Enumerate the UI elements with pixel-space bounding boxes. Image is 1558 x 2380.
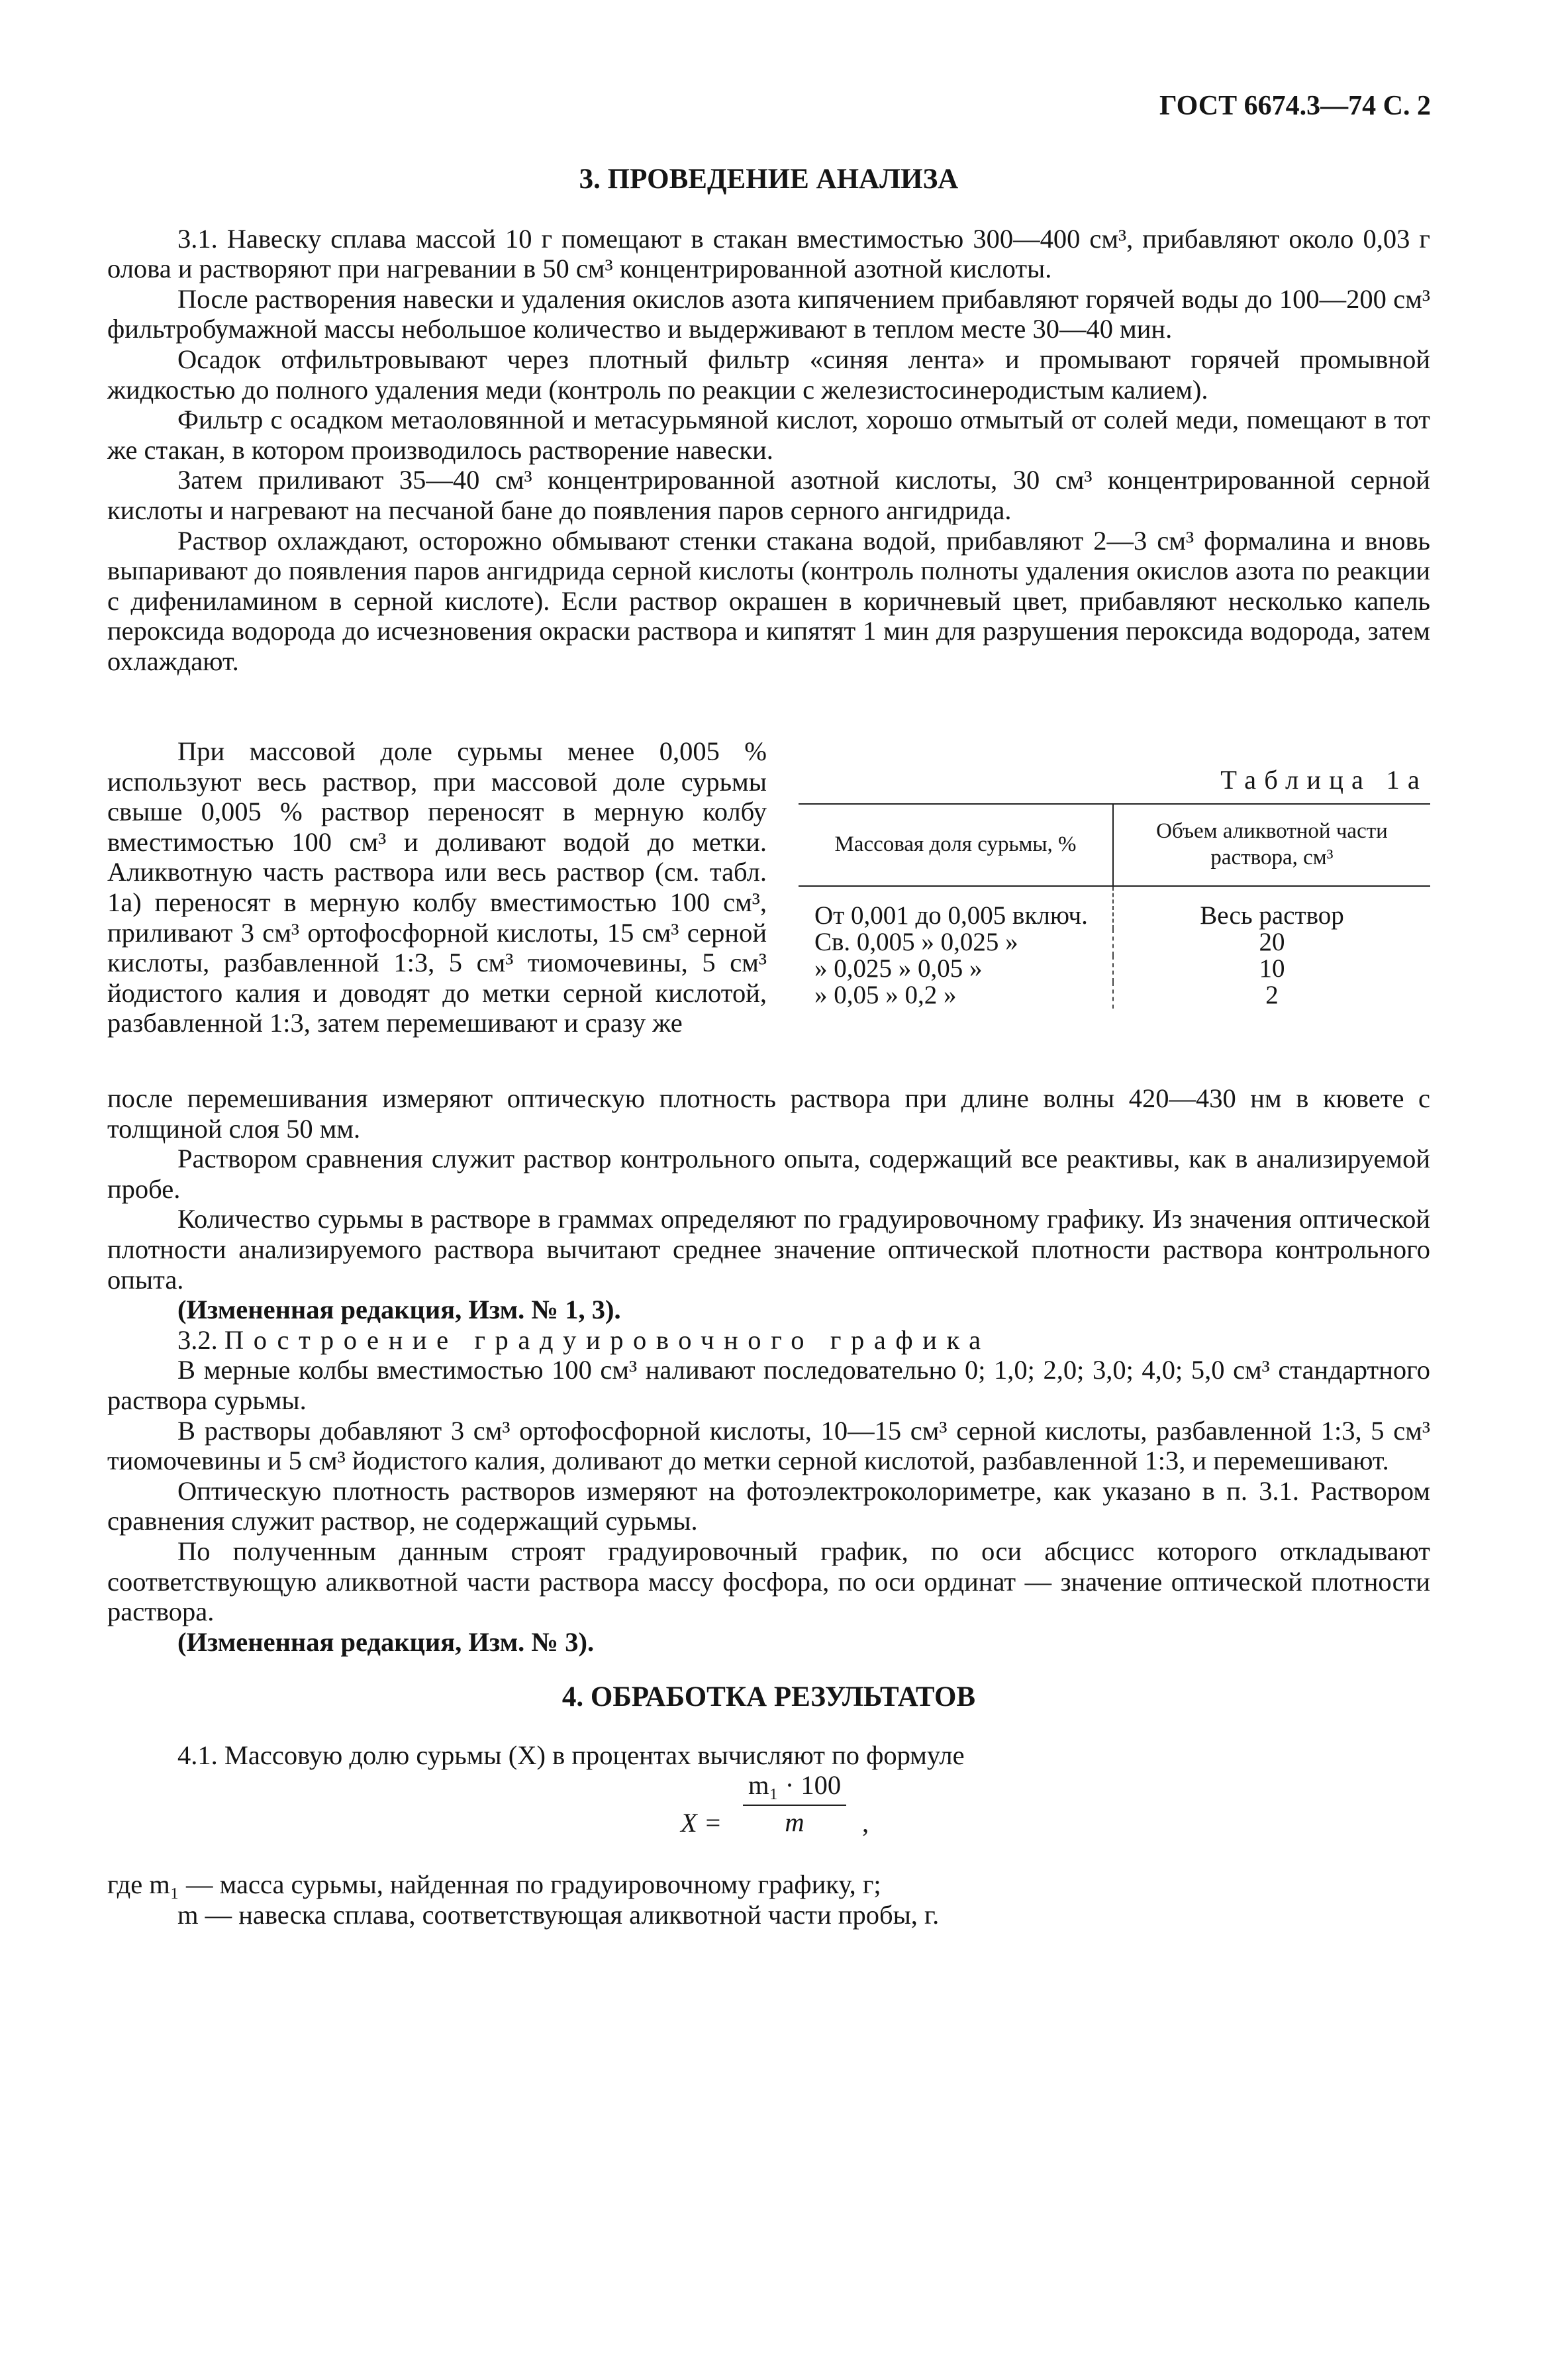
table-header-fraction: Массовая доля сурьмы, % [799, 804, 1113, 886]
table-header-row [799, 804, 1430, 886]
section-3-2-title: Построение градуировочного графика [224, 1324, 991, 1355]
amendment-note-1: (Измененная редакция, Изм. № 1, 3). [177, 1295, 621, 1325]
paragraph-3-1-2: После растворения навески и удаления окислов азота кипячением прибавляют горячей воды до 100—200 см³ фильтробумажной массы небольшое количество и выдерживают в теплом месте 30—40 мин. [107, 283, 1430, 344]
table-row [799, 956, 1430, 982]
paragraph-3-1-7-rest: после перемешивания измеряют оптическую плотность раствора при длине волны 420—430 нм в кювете с толщиной слоя 50 мм. [107, 1083, 1430, 1144]
section-3-title: 3. ПРОВЕДЕНИЕ АНАЛИЗА [579, 164, 959, 195]
paragraph-3-1-7-left [107, 736, 767, 1038]
section-4-title: 4. ОБРАБОТКА РЕЗУЛЬТАТОВ [561, 1681, 976, 1713]
paragraph-3-1-4: Фильтр с осадком метаоловянной и метасурьмяной кислот, хорошо отмытый от солей меди, помещают в тот же стакан, в котором производилось растворение навески. [107, 405, 1430, 465]
formula-numerator: m₁ · 100 [743, 1770, 846, 1806]
table-cell-range: От 0,001 до 0,005 включ. [799, 886, 1113, 929]
paragraph-3-1-6: Раствор охлаждают, осторожно обмывают стенки стакана водой, прибавляют 2—3 см³ формалина и вновь выпаривают до появления паров ангидрида серной кислоты (контроль полноты удаления окислов азота по реакции с дифениламином в серной кислоте). Если раствор окрашен в коричневый цвет, прибавляют несколько капель пероксида водорода до исчезновения окраски раствора и кипятят 1 мин для разрушения пероксида водорода, затем охлаждают. [107, 525, 1430, 676]
table-row [799, 929, 1430, 956]
table-cell-volume: 20 [1259, 927, 1285, 956]
paragraph-3-1-5: Затем приливают 35—40 см³ концентрированной азотной кислоты, 30 см³ концентрированной серной кислоты и нагревают на песчаной бане до появления паров серного ангидрида. [107, 465, 1430, 525]
formula-comma: , [862, 1808, 869, 1838]
table-cell-volume: Весь раствор [1200, 901, 1344, 930]
table-row [799, 886, 1430, 929]
section-3 [107, 164, 1430, 677]
table-cell-range: Св. 0,005 » 0,025 » [799, 929, 1113, 956]
section-3-2-heading [107, 1325, 1430, 1356]
table-row [799, 982, 1430, 1009]
paragraph-3-1-7: При массовой доле сурьмы менее 0,005 % используют весь раствор, при массовой доле сурьмы свыше 0,005 % раствор переносят в мерную колбу вместимостью 100 см³ и доливают водой до метки. Аликвотную часть раствора или весь раствор (см. табл. 1а) переносят в мерную колбу вместимостью 100 см³, приливают 3 см³ ортофосфорной кислоты, 15 см³ серной кислоты, разбавленной 1:3, 5 см³ тиомочевины, 5 см³ йодистого калия и доводят до метки серной кислотой, разбавленной 1:3, затем перемешивают и сразу же [107, 736, 767, 1038]
formula-lhs: X = [681, 1808, 722, 1838]
table-header-volume: Объем аликвотной части раствора, см³ [1113, 804, 1430, 886]
paragraph-3-1-9: Количество сурьмы в растворе в граммах определяют по градуировочному графику. Из значения оптической плотности анализируемого раствора вычитают среднее значение оптической плотности раствора контрольного опыта. [107, 1204, 1430, 1295]
table-cell-range: » 0,025 » 0,05 » [799, 956, 1113, 982]
formula [107, 1770, 1430, 1869]
formula-denominator: m [785, 1807, 804, 1838]
paragraph-3-1-8: Раствором сравнения служит раствор контрольного опыта, содержащий все реактивы, как в анализируемой пробе. [107, 1144, 1430, 1204]
section-3-2-number: 3.2. [177, 1324, 218, 1355]
paragraph-3-2-1: В мерные колбы вместимостью 100 см³ наливают последовательно 0; 1,0; 2,0; 3,0; 4,0; 5,0 см³ стандартного раствора сурьмы. [107, 1355, 1430, 1415]
table-caption: Таблица 1а [1220, 765, 1428, 795]
table-grid [799, 803, 1430, 1009]
paragraph-3-2-3: Оптическую плотность растворов измеряют на фотоэлектроколориметре, как указано в п. 3.1. Раствором сравнения служит раствор, не содержащий сурьмы. [107, 1475, 1430, 1536]
table-cell-range: » 0,05 » 0,2 » [799, 982, 1113, 1009]
formula-fraction [743, 1770, 846, 1837]
formula-where-1: где m₁ — масса сурьмы, найденная по градуировочному графику, г; [107, 1869, 881, 1900]
section-3-continued [107, 1083, 1430, 1930]
amendment-note-2: (Измененная редакция, Изм. № 3). [177, 1626, 595, 1657]
formula-where-2: m — навеска сплава, соответствующая аликвотной части пробы, г. [177, 1900, 940, 1930]
paragraph-3-1-3: Осадок отфильтровывают через плотный фильтр «синяя лента» и промывают горячей промывной жидкостью до полного удаления меди (контроль по реакции с железистосинеродистым калием). [107, 344, 1430, 405]
paragraph-3-1: 3.1. Навеску сплава массой 10 г помещают в стакан вместимостью 300—400 см³, прибавляют около 0,03 г олова и растворяют при нагревании в 50 см³ концентрированной азотной кислоты. [107, 223, 1430, 284]
paragraph-3-2-2: В растворы добавляют 3 см³ ортофосфорной кислоты, 10—15 см³ серной кислоты, разбавленной 1:3, 5 см³ тиомочевины и 5 см³ йодистого калия, доливают до метки серной кислотой, разбавленной 1:3, и перемешивают. [107, 1415, 1430, 1476]
page-header: ГОСТ 6674.3—74 С. 2 [1159, 91, 1431, 121]
paragraph-4-1: 4.1. Массовую долю сурьмы (X) в процентах вычисляют по формуле [177, 1740, 965, 1770]
paragraph-3-2-4: По полученным данным строят градуировочный график, по оси абсцисс которого откладывают соответствующую аликвотной части раствора массу фосфора, по оси ординат — значение оптической плотности раствора. [107, 1536, 1430, 1627]
table-cell-volume: 2 [1265, 980, 1279, 1009]
table-cell-volume: 10 [1259, 954, 1285, 983]
table-1a [799, 765, 1430, 1009]
